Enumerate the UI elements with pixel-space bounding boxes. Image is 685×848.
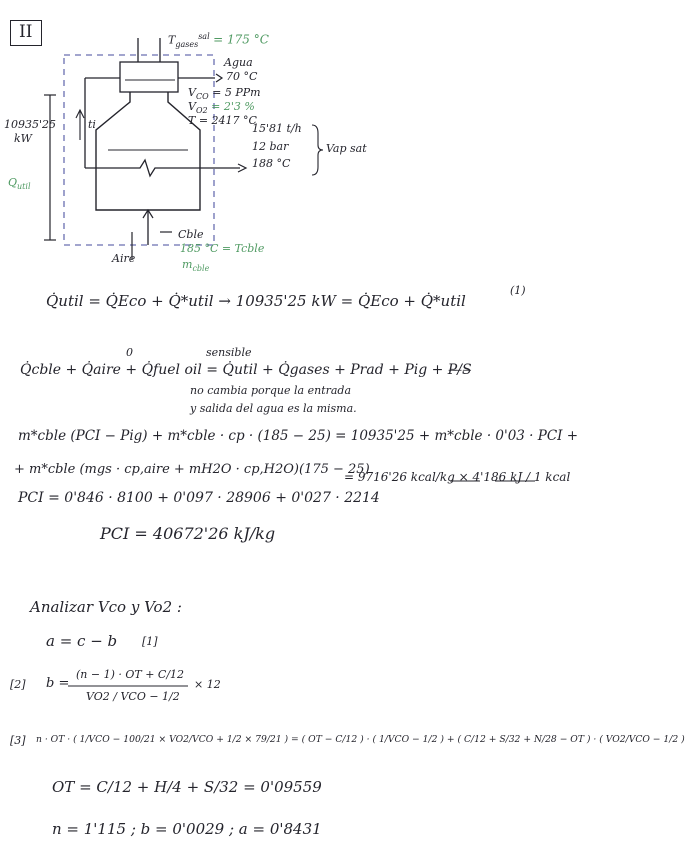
- equation-a-number: [1]: [142, 635, 158, 648]
- economizer: [120, 62, 178, 92]
- power-unit: kW: [14, 132, 32, 145]
- equation-a: a = c − b: [46, 632, 118, 650]
- water-temp: 70 °C: [226, 70, 258, 83]
- section-label: II: [19, 22, 33, 42]
- equation-3-line-2b: = 9716'26 kcal/kg × 4'186 kJ / 1 kcal: [344, 470, 571, 484]
- equation-b-number: [2]: [10, 678, 26, 691]
- equation-2-comment-2: y salida del agua es la misma.: [190, 402, 357, 415]
- equation-1-number: (1): [510, 284, 526, 297]
- boiler-body: [96, 92, 200, 210]
- fuel-label: Cble: [178, 228, 204, 241]
- equation-2-comment-1: no cambia porque la entrada: [190, 384, 352, 397]
- ti-label: ti: [88, 118, 96, 131]
- fuel-mass: $m_{cble}$: [182, 258, 210, 274]
- equation-3-line-3: PCI = 0'846 · 8100 + 0'097 · 28906 + 0'027 · 2214: [18, 490, 380, 506]
- gas-composition-co: $V_{CO} = 5$ PPm: [188, 86, 261, 102]
- equation-b-denominator: VO2 / VCO − 1/2: [86, 690, 180, 703]
- equation-b-numerator: (n − 1) · OT + C/12: [76, 668, 185, 681]
- exhaust-temp-label: $T_{gases}^{sal} = 175$ °C: [168, 32, 269, 49]
- equation-d: OT = C/12 + H/4 + S/32 = 0'09559: [52, 778, 322, 796]
- steam-temp: 188 °C: [252, 157, 291, 170]
- gas-composition-o2: $V_{O2} = 2'3$ %: [188, 100, 255, 116]
- equation-e: n = 1'115 ; b = 0'0029 ; a = 0'8431: [52, 820, 322, 838]
- fuel-temp: 185 °C = Tcble: [180, 242, 265, 255]
- equation-2-note-zero: 0: [126, 346, 133, 359]
- q-util-label: $Q_{util}$: [8, 176, 31, 192]
- equation-3-line-1: m*cble (PCI − Pig) + m*cble · cp · (185 − 25) = 10935'25 + m*cble · 0'03 · PCI +: [18, 428, 579, 444]
- air-label: Aire: [112, 252, 136, 265]
- steam-label: Vap sat: [326, 142, 367, 155]
- equation-c: n · OT · ( 1/VCO − 100/21 × VO2/VCO + 1/2 × 79/21 ) = ( OT − C/12 ) · ( 1/VCO − 1/2 ) + ( C/12 + S/32 + N/28 − OT ) · ( VO2/VCO − 1/2 ): [36, 734, 685, 745]
- equation-2: Q̇cble + Q̇aire + Q̇fuel oil = Q̇util + Q̇gases + Prad + Pig + P̶/̶S̶: [20, 362, 472, 378]
- analysis-title: Analizar Vco y Vo2 :: [30, 598, 182, 616]
- equation-c-number: [3]: [10, 734, 26, 747]
- equation-b-tail: × 12: [194, 678, 221, 691]
- equation-b-lhs: b =: [46, 676, 70, 691]
- water-name: Agua: [224, 56, 253, 69]
- gas-temperature: T = 2417 °C: [188, 114, 257, 127]
- equation-1: Q̇util = Q̇Eco + Q̇*util → 10935'25 kW = Q̇Eco + Q̇*util: [46, 292, 466, 310]
- steam-flow: 15'81 t/h: [252, 122, 302, 135]
- equation-3-line-2: + m*cble (mgs · cp,aire + mH2O · cp,H2O)(175 − 25): [14, 462, 370, 477]
- equation-2-note: sensible: [206, 346, 252, 359]
- steam-pressure: 12 bar: [252, 140, 289, 153]
- equation-4: PCI = 40672'26 kJ/kg: [100, 524, 276, 543]
- power-value: 10935'25: [4, 118, 57, 131]
